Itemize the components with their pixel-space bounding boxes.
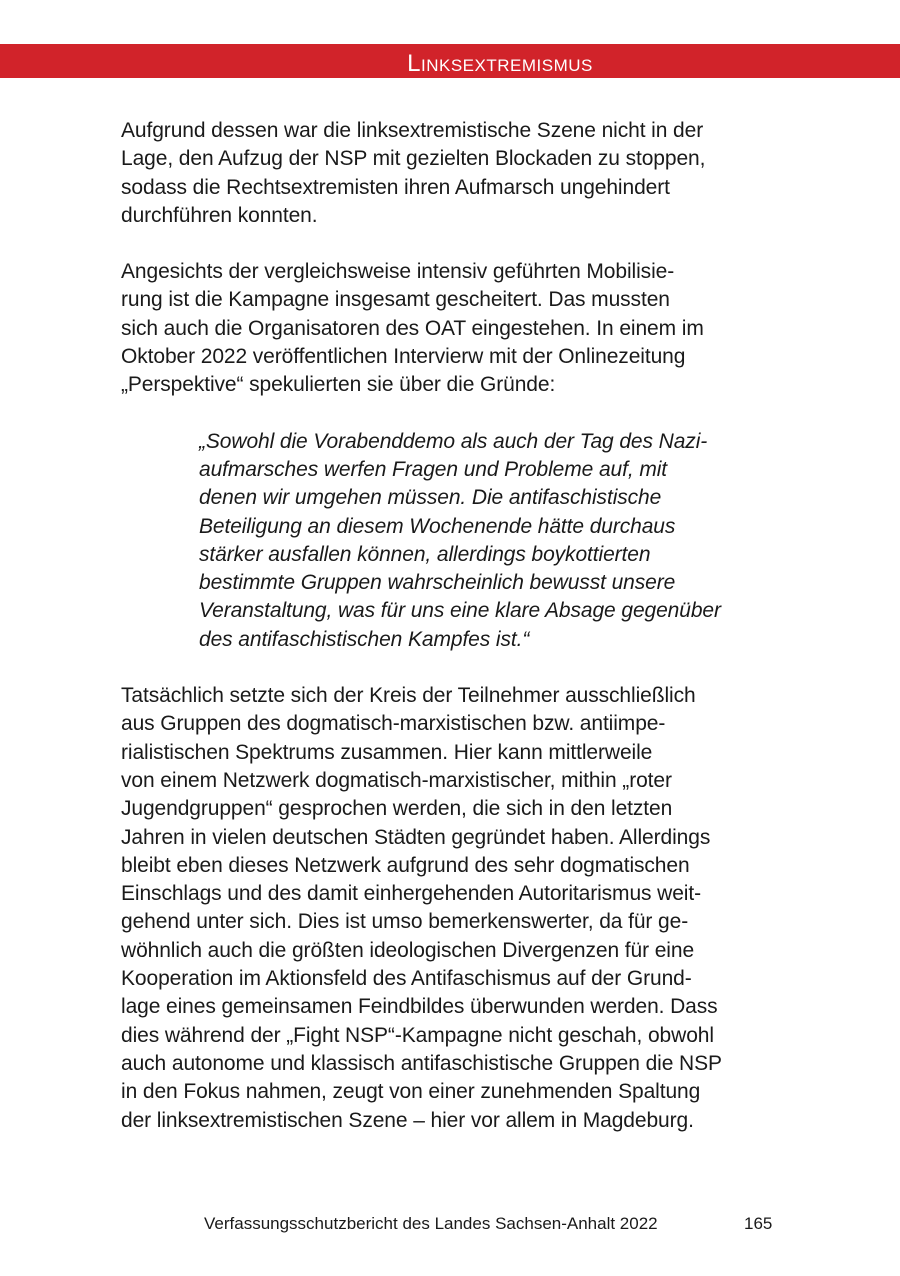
quote-line: bestimmte Gruppen wahrscheinlich bewusst unsere [199, 571, 676, 595]
page-content [121, 117, 781, 1135]
text-line: Jahren in vielen deutschen Städten gegründet haben. Allerdings [121, 825, 711, 849]
paragraph-2 [121, 258, 781, 399]
text-line: rialistischen Spektrums zusammen. Hier kann mittlerweile [121, 740, 653, 764]
quote-line: aufmarsches werfen Fragen und Probleme auf, mit [199, 457, 668, 481]
block-quote [199, 428, 769, 654]
footer-publication: Verfassungsschutzbericht des Landes Sachsen-Anhalt 2022 [204, 1214, 658, 1233]
text-line: aus Gruppen des dogmatisch-marxistischen bzw. antiimpe- [121, 712, 666, 736]
page-number: 165 [744, 1214, 773, 1233]
text-line: rung ist die Kampagne insgesamt gescheitert. Das mussten [121, 288, 670, 312]
quote-line: des antifaschistischen Kampfes ist.“ [199, 627, 530, 651]
paragraph-3 [121, 682, 781, 1135]
text-line: Kooperation im Aktionsfeld des Antifaschismus auf der Grund- [121, 967, 692, 991]
page-section-title: Linksextremismus [407, 50, 593, 77]
quote-line: „Sowohl die Vorabenddemo als auch der Tag des Nazi- [199, 429, 708, 453]
text-line: auch autonome und klassisch antifaschistische Gruppen die NSP [121, 1051, 722, 1075]
quote-line: stärker ausfallen können, allerdings boykottierten [199, 542, 651, 566]
text-line: dies während der „Fight NSP“-Kampagne nicht geschah, obwohl [121, 1023, 714, 1047]
paragraph-1 [121, 117, 781, 230]
text-line: von einem Netzwerk dogmatisch-marxistischer, mithin „roter [121, 768, 672, 792]
text-line: der linksextremistischen Szene – hier vor allem in Magdeburg. [121, 1108, 694, 1132]
text-line: Lage, den Aufzug der NSP mit gezielten Blockaden zu stoppen, [121, 147, 706, 171]
text-line: „Perspektive“ spekulierten sie über die Gründe: [121, 373, 556, 397]
quote-line: Veranstaltung, was für uns eine klare Absage gegenüber [199, 599, 721, 623]
text-line: Aufgrund dessen war die linksextremistische Szene nicht in der [121, 119, 704, 142]
text-line: Tatsächlich setzte sich der Kreis der Teilnehmer ausschließlich [121, 684, 696, 708]
text-line: Angesichts der vergleichsweise intensiv geführten Mobilisie- [121, 260, 675, 284]
text-line: wöhnlich auch die größten ideologischen Divergenzen für eine [121, 938, 695, 962]
text-line: in den Fokus nahmen, zeugt von einer zunehmenden Spaltung [121, 1080, 701, 1104]
text-line: Jugendgruppen“ gesprochen werden, die sich in den letzten [121, 797, 673, 821]
text-line: lage eines gemeinsamen Feindbildes überwunden werden. Dass [121, 995, 718, 1019]
text-line: Oktober 2022 veröffentlichen Intervierw mit der Onlinezeitung [121, 345, 686, 369]
text-line: bleibt eben dieses Netzwerk aufgrund des sehr dogmatischen [121, 853, 690, 877]
text-line: durchführen konnten. [121, 203, 318, 227]
page-footer [0, 1214, 900, 1238]
text-line: gehend unter sich. Dies ist umso bemerkenswerter, da für ge- [121, 910, 689, 934]
quote-line: denen wir umgehen müssen. Die antifaschistische [199, 486, 662, 510]
text-line: sich auch die Organisatoren des OAT eingestehen. In einem im [121, 316, 704, 340]
quote-line: Beteiligung an diesem Wochenende hätte durchaus [199, 514, 676, 538]
text-line: sodass die Rechtsextremisten ihren Aufmarsch ungehindert [121, 175, 670, 199]
text-line: Einschlags und des damit einhergehenden Autoritarismus weit- [121, 882, 702, 906]
